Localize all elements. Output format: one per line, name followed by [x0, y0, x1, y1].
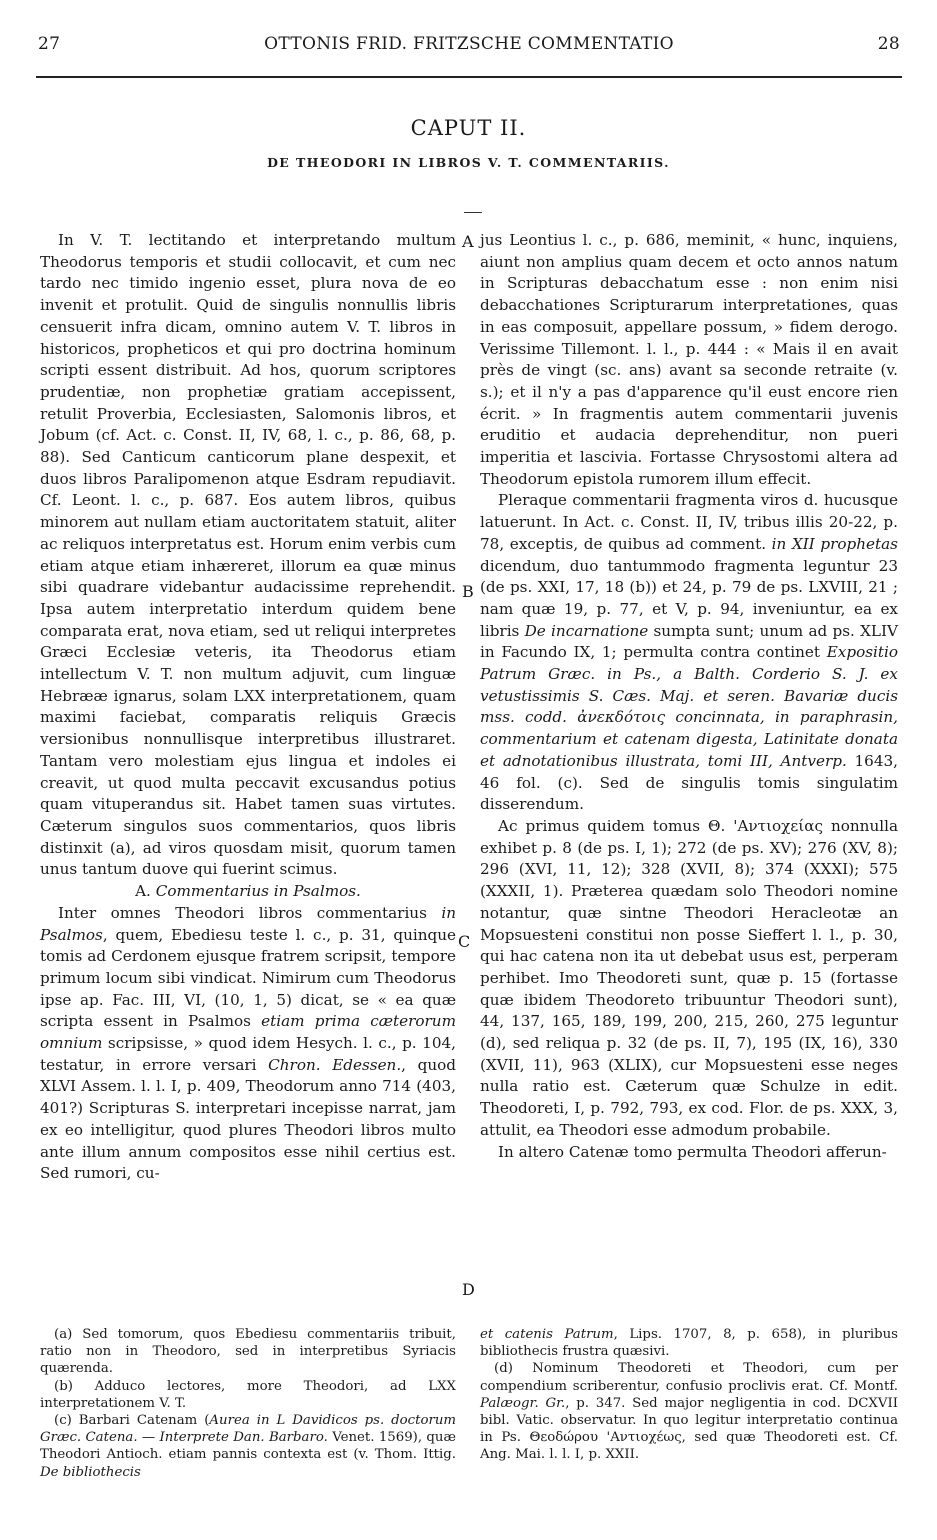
section-heading: A. Commentarius in Psalmos. [135, 882, 361, 901]
page-number-right: 28 [877, 34, 900, 54]
header-rule [36, 76, 902, 78]
margin-letter-d: D [462, 1280, 475, 1299]
footnote-b: (b) Adduco lectores, more Theodori, ad LXX interpretationem V. T. [40, 1378, 456, 1411]
paragraph: Pleraque commentarii fragmenta viros d. hucusque latuerunt. In Act. c. Const. II, IV, tribus illis 20-22, p. 78, exceptis, de quibus ad comment. in XII prophetas dicendum, duo tantummodo fragmenta leguntur 23 (de ps. XXI, 17, 18 (b)) et 24, p. 79 de ps. LXVIII, 21 ; nam quæ 19, p. 77, et V, p. 94, inveniuntur, ea ex libris De incarnatione sumpta sunt; unum ad ps. XLIV in Facundo IX, 1; permulta contra continet Expositio Patrum Græc. in Ps., a Balth. Corderio S. J. ex vetustissimis S. Cæs. Maj. et seren. Bavariæ ducis mss. codd. ἀνεκδότοις concinnata, in paraphrasin, commentarium et catenam digesta, Latinitate donata et adnotationibus illustrata, tomi III, Antverp. 1643, 46 fol. (c). Sed de singulis tomis singulatim disserendum. [480, 491, 898, 814]
page-number-left: 27 [38, 34, 61, 54]
margin-letter-b: B [462, 582, 474, 601]
footnote-c: (c) Barbari Catenam (Aurea in L Davidicos ps. doctorum Græc. Catena. — Interprete Dan. Barbaro. Venet. 1569), quæ Theodori Antioch. etiam pannis contexta est (v. Thom. Ittig. De bibliothecis [40, 1413, 456, 1480]
footnote-d: (d) Nominum Theodoreti et Theodori, cum per compendium scriberentur, confusio proclivis erat. Cf. Montf. Palæogr. Gr., p. 347. Sed major negligentia in cod. DCXVII bibl. Vatic. observatur. In quo legitur interpretatio continua in Ps. Θεοδώρου 'Αντιοχέως, sed quæ Theodoreti est. Cf. Ang. Mai. l. l. I, p. XXII. [480, 1361, 899, 1463]
margin-letter-c: C [458, 932, 471, 951]
separator-dash [464, 212, 482, 213]
chapter-subtitle: DE THEODORI IN LIBROS V. T. COMMENTARIIS. [267, 155, 670, 170]
footnote-a: (a) Sed tomorum, quos Ebediesu commentariis tribuit, ratio non in Theodoro, sed in interpretibus Syriacis quærenda. [40, 1327, 456, 1377]
running-title: OTTONIS FRID. FRITZSCHE COMMENTATIO [264, 34, 674, 54]
footnotes-right [480, 1326, 898, 1464]
footnotes-left [40, 1326, 456, 1481]
running-header [38, 28, 900, 58]
paragraph: Inter omnes Theodori libros commentarius in Psalmos, quem, Ebediesu teste l. c., p. 31, quinque tomis ad Cerdonem ejusque fratrem scripsit, tempore primum locum sibi vindicat. Nimirum cum Theodorus ipse ap. Fac. III, VI, (10, 1, 5) dicat, se « ea quæ scripta essent in Psalmos etiam prima cæterorum omnium scripsisse, » quod idem Hesych. l. c., p. 104, testatur, in errore versari Chron. Edessen., quod XLVI Assem. l. l. I, p. 409, Theodorum anno 714 (403, 401?) Scripturas S. interpretari incepisse narrat, jam ex eo intelligitur, quod plures Theodori libros multo ante illum annum compositos esse nihil certius est. Sed rumori, cu- [40, 903, 456, 1183]
chapter-heading: CAPUT II. [410, 116, 527, 140]
paragraph: jus Leontius l. c., p. 686, meminit, « hunc, inquiens, aiunt non amplius quam decem et octo annos natum in Scripturas debacchatum esse : non enim nisi debacchationes Scripturarum interpretationes, quas in eas composuit, appellare possum, » fidem derogo. Verissime Tillemont. l. l., p. 444 : « Mais il en avait près de vingt (sc. ans) avant sa seconde retraite (v. s.); et il n'y a pas d'apparence qu'il eust encore rien écrit. » In fragmentis autem commentarii juvenis eruditio et audacia deprehenditur, non pueri imperitia et lascivia. Fortasse Chrysostomi altera ad Theodorum epistola rumorem illum effecit. [480, 231, 898, 488]
paragraph: In V. T. lectitando et interpretando multum Theodorus temporis et studii collocavit, et cum nec tardo nec timido ingenio esset, plura nova de eo invenit et protulit. Quid de singulis nonnullis libris censuerit infra dicam, omnino autem V. T. libros in historicos, propheticos et qui pro doctrina hominum scripti essent distribuit. Ad hos, quorum scriptores prudentiæ, non prophetiæ gratiam accepissent, retulit Proverbia, Ecclesiasten, Salomonis libros, et Jobum (cf. Act. c. Const. II, IV, 68, l. c., p. 86, 68, p. 88). Sed Canticum canticorum plane despexit, et duos libros Paralipomenon atque Esdram repudiavit. Cf. Leont. l. c., p. 687. Eos autem libros, quibus minorem aut nullam etiam auctoritatem statuit, aliter ac reliquos interpretatus est. Horum enim verbis cum etiam atque etiam inhæreret, illorum ea quæ minus sibi quadrare videbantur audacissime reprehendit. Ipsa autem interpretatio interdum quidem bene comparata erat, nova etiam, sed ut reliqui interpretes Græci Ecclesiæ veteris, ita Theodorus etiam intellectum V. T. non multum adjuvit, cum linguæ Hebrææ ignarus, solam LXX interpretationem, quam maximi faciebat, comparatis reliquis Græcis versionibus nonnullisque interpretibus illustraret. Tantam vero molestiam ejus lingua et indoles ei creavit, ut quod multa peccavit excusandus potius quam vituperandus sit. Habet tamen suas virtutes. Cæterum singulos suos commentarios, quos libris distinxit (a), ad viros quosdam misit, quorum tamen unus tantum duove qui fuerint scimus. [40, 231, 456, 879]
paragraph: In altero Catenæ tomo permulta Theodori afferun- [498, 1142, 887, 1161]
left-column [40, 230, 456, 1185]
footnote-c-continued: et catenis Patrum, Lips. 1707, 8, p. 658), in pluribus bibliothecis frustra quæsivi. [480, 1327, 898, 1360]
paragraph: Ac primus quidem tomus Θ. 'Αντιοχείας nonnulla exhibet p. 8 (de ps. I, 1); 272 (de ps. XV); 276 (XV, 8); 296 (XVI, 11, 12); 328 (XVII, 8); 374 (XXXI); 575 (XXXII, 1). Præterea quædam solo Theodori nomine notantur, quæ sintne Theodori Heracleotæ an Mopsuesteni constitui non posse Sieffert l. l., p. 30, qui hac catena non ita ut debebat usus est, perperam perhibet. Imo Theodoreti sunt, quæ p. 15 (fortasse quæ ibidem Theodoreto tribuuntur Theodori sunt), 44, 137, 165, 189, 199, 200, 215, 260, 275 leguntur (d), sed reliqua p. 32 (de ps. II, 7), 195 (IX, 16), 330 (XVII, 11), 963 (XLIX), cur Mopsuesteni esse neges nulla ratio est. Cæterum quæ Schulze in edit. Theodoreti, I, p. 792, 793, ex cod. Flor. de ps. XXX, 3, attulit, ea Theodori esse admodum probabile. [480, 816, 898, 1139]
margin-letter-a: A [462, 232, 474, 251]
right-column [480, 230, 898, 1163]
